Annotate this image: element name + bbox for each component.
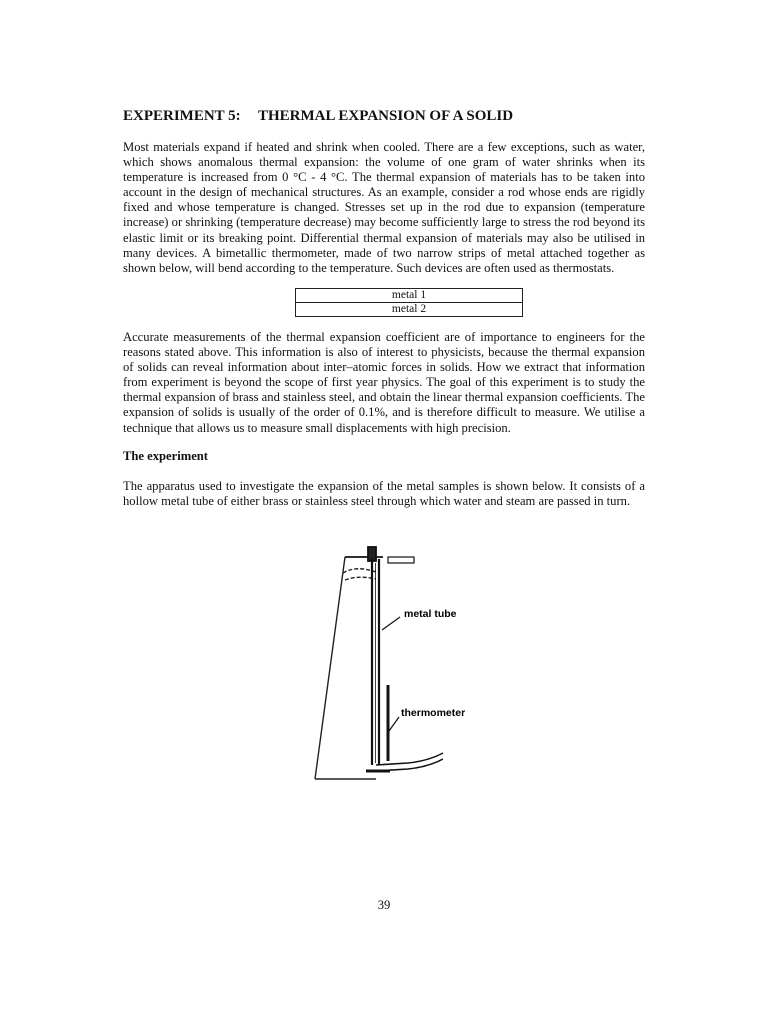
experiment-heading — [123, 108, 653, 125]
metal-tube-label: metal tube — [404, 608, 457, 620]
metal-1-strip: metal 1 — [391, 289, 427, 301]
experiment-title: THERMAL EXPANSION OF A SOLID — [258, 108, 514, 124]
outlet-pipe — [366, 753, 443, 771]
thermometer-label: thermometer — [401, 707, 466, 719]
apparatus-stand — [315, 557, 376, 779]
apparatus-paragraph: The apparatus used to investigate the expansion of the metal samples is shown below. It consists of a hollow metal tube of either brass or stainless steel through which water and steam are passed in turn. — [123, 479, 645, 509]
experiment-number: EXPERIMENT 5: — [123, 108, 241, 124]
intro-paragraph: Most materials expand if heated and shrink when cooled. There are a few exceptions, such as water, which shows anomalous thermal expansion: the volume of one gram of water shrinks when its temperature is increased from 0 °C - 4 °C. The thermal expansion of materials has to be taken into account in the design of mechanical structures. As an example, consider a rod whose ends are rigidly fixed and whose temperature is changed. Stresses set up in the rod due to expansion (temperature increase) or shrinking (temperature decrease) may become sufficiently large to stress the rod beyond its elastic limit or its breaking point. Differential thermal expansion of materials may also be utilised in many devices. A bimetallic thermometer, made of two narrow strips of metal attached together as shown below, will bend according to the temperature. Such devices are often used as thermostats. — [123, 140, 645, 275]
metal-tube — [372, 559, 379, 765]
metal-2-strip: metal 2 — [296, 302, 522, 316]
measurement-paragraph: Accurate measurements of the thermal expansion coefficient are of importance to engineers for the reasons stated above. This information is also of interest to physicists, because the thermal expansion of solids can reveal information about inter–atomic forces in solids. How we extract that information from experiment is beyond the scope of first year physics. The goal of this experiment is to study the thermal expansion of brass and stainless steel, and obtain the linear thermal expansion coefficients. The expansion of solids is usually of the order of 0.1%, and is therefore difficult to measure. We utilise a technique that allows us to measure small displacements with high precision. — [123, 330, 645, 435]
bimetallic-strip-diagram — [295, 288, 523, 317]
section-subheading: The experiment — [123, 449, 208, 463]
page-number: 39 — [377, 898, 391, 912]
apparatus-figure — [298, 535, 478, 793]
